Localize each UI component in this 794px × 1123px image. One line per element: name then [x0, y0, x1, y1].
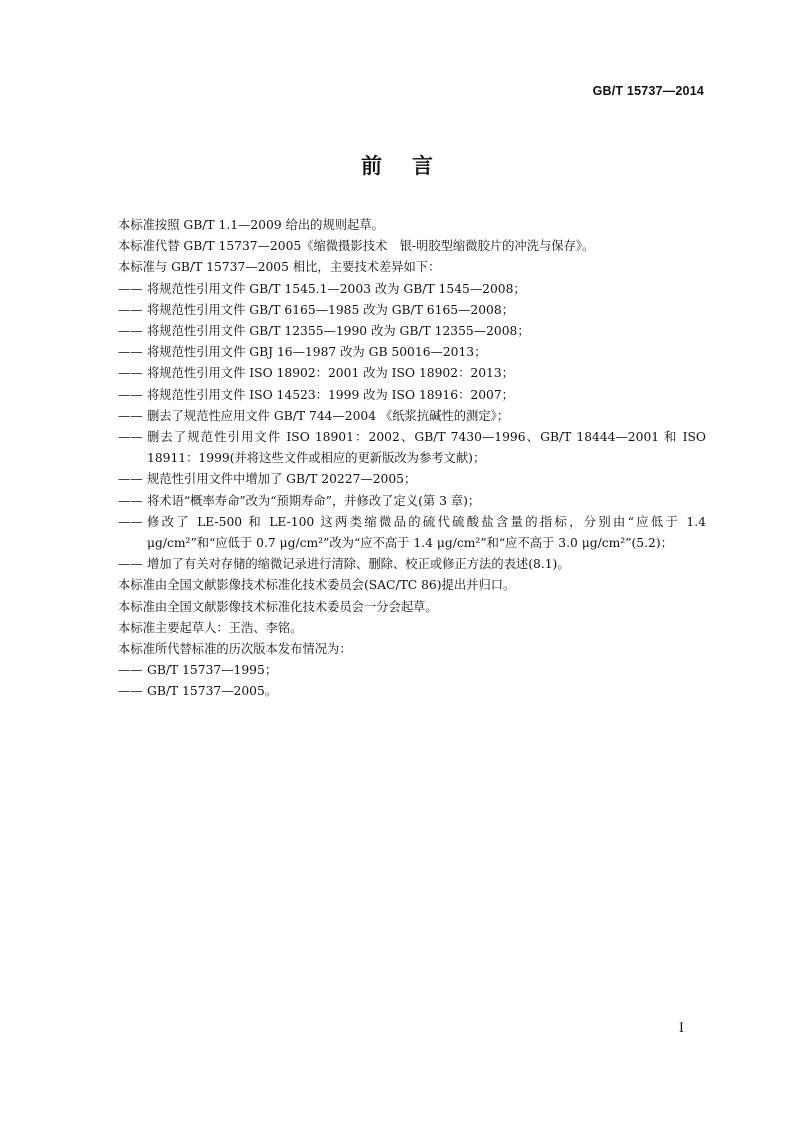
list-dash: ——: [118, 472, 143, 487]
list-item-text: GB/T 15737—1995；: [147, 663, 278, 678]
list-dash: ——: [118, 387, 143, 402]
list-dash: ——: [118, 366, 143, 381]
list-item: [118, 321, 706, 342]
paragraph-drafters: 本标准主要起草人：王浩、李铭。: [118, 620, 303, 635]
list-item: [118, 512, 706, 554]
list-dash: ——: [118, 663, 143, 678]
list-dash: ——: [118, 281, 143, 296]
list-item-text: 将规范性引用文件 GB/T 1545.1—2003 改为 GB/T 1545—2008；: [147, 281, 526, 296]
list-item: [118, 491, 706, 512]
paragraph-proposed-by: 本标准由全国文献影像技术标准化技术委员会(SAC/TC 86)提出并归口。: [118, 578, 516, 593]
list-item: [118, 300, 706, 321]
list-item-text: 将规范性引用文件 ISO 18902：2001 改为 ISO 18902：2013；: [147, 366, 514, 381]
list-item-text: 删去了规范性应用文件 GB/T 744—2004 《纸浆抗碱性的测定》；: [147, 408, 510, 423]
list-item-text: 将规范性引用文件 GB/T 12355—1990 改为 GB/T 12355—2008；: [147, 324, 530, 339]
page-number: I: [678, 1021, 684, 1036]
list-dash: ——: [118, 493, 143, 508]
paragraph-differences-intro: 本标准与 GB/T 15737—2005 相比，主要技术差异如下：: [118, 260, 441, 275]
list-item-text: GB/T 15737—2005。: [147, 684, 278, 699]
list-item: [118, 681, 706, 702]
page-title: 前言: [361, 154, 463, 178]
paragraph-replaces: 本标准代替 GB/T 15737—2005《缩微摄影技术 银-明胶型缩微胶片的冲洗与保存》。: [118, 239, 595, 254]
list-item-text: 增加了有关对存储的缩微记录进行清除、删除、校正或修正方法的表述(8.1)。: [147, 557, 570, 572]
list-item-text: 将规范性引用文件 ISO 14523：1999 改为 ISO 18916：2007；: [147, 387, 514, 402]
list-item: [118, 469, 706, 490]
standard-code-header: GB/T 15737—2014: [592, 84, 704, 98]
paragraph-drafted-by: 本标准由全国文献影像技术标准化技术委员会一分会起草。: [118, 599, 438, 614]
list-item: [118, 342, 706, 363]
list-item: [118, 554, 706, 575]
list-dash: ——: [118, 302, 143, 317]
list-item: [118, 660, 706, 681]
paragraph-history-intro: 本标准所代替标准的历次版本发布情况为：: [118, 642, 352, 657]
list-dash: ——: [118, 324, 143, 339]
list-item: [118, 279, 706, 300]
list-dash: ——: [118, 514, 143, 529]
list-item: [118, 363, 706, 384]
list-item: [118, 385, 706, 406]
list-item: [118, 427, 706, 469]
paragraph-drafting-rules: 本标准按照 GB/T 1.1—2009 给出的规则起草。: [118, 218, 384, 232]
list-item-text: 规范性引用文件中增加了 GB/T 20227—2005；: [147, 472, 417, 487]
list-item-text: 将规范性引用文件 GBJ 16—1987 改为 GB 50016—2013；: [147, 345, 487, 360]
foreword-body: [118, 215, 706, 703]
list-dash: ——: [118, 408, 143, 423]
list-dash: ——: [118, 557, 143, 572]
list-dash: ——: [118, 684, 143, 699]
list-dash: ——: [118, 430, 143, 445]
list-item-text: 将规范性引用文件 GB/T 6165—1985 改为 GB/T 6165—2008；: [147, 302, 514, 317]
list-item-text: 修改了 LE-500 和 LE-100 这两类缩微品的硫代硫酸盐含量的指标，分别由“应低于 1.4 μg/cm²”和“应低于 0.7 μg/cm²”改为“应不高于 1.4 μg/cm²”和“应不高于 3.0 μg/cm²”(5.2)；: [147, 514, 706, 551]
list-item: [118, 406, 706, 427]
list-item-text: 将术语“概率寿命”改为“预期寿命”，并修改了定义(第 3 章)；: [147, 493, 481, 508]
list-dash: ——: [118, 345, 143, 360]
list-item-text: 删去了规范性引用文件 ISO 18901：2002、GB/T 7430—1996、GB/T 18444—2001 和 ISO 18911：1999(并将这些文件或相应的更新版改为参考文献)；: [147, 430, 706, 466]
